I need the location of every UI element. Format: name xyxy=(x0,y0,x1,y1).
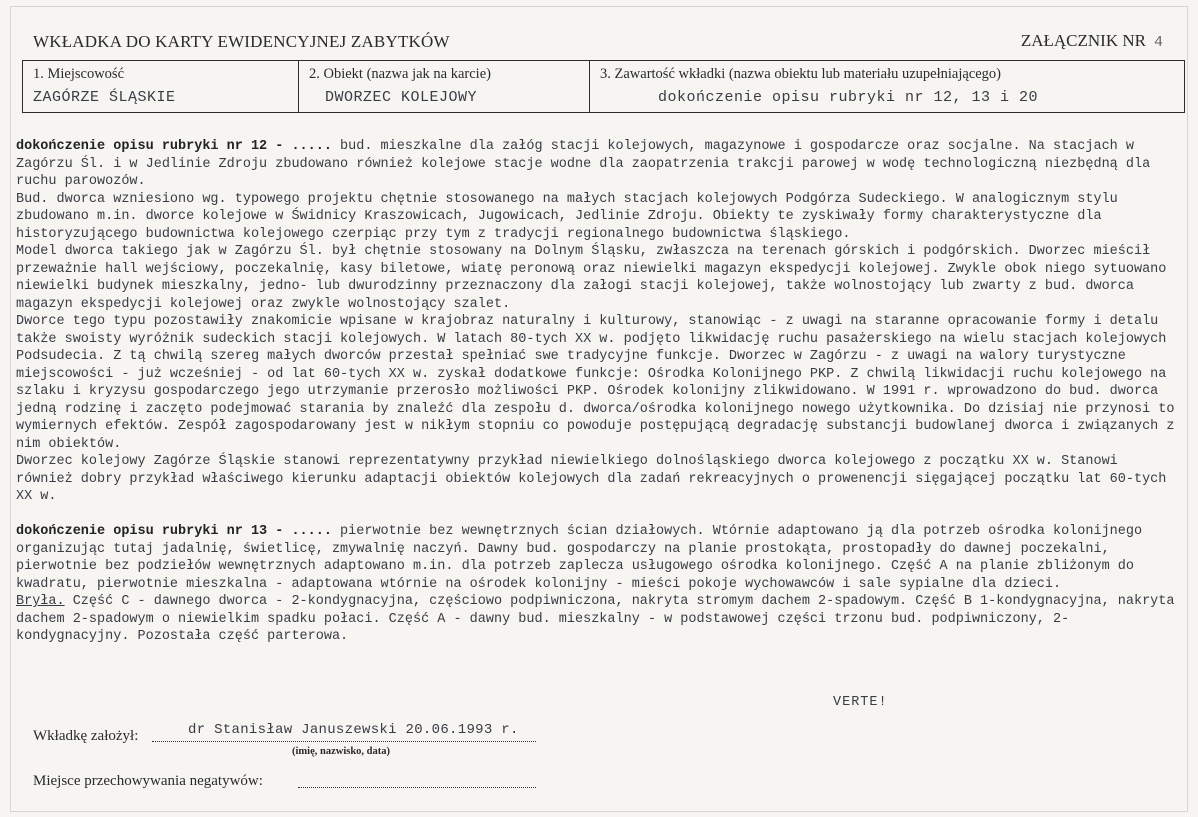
section-13-lead: dokończenie opisu rubryki nr 13 - ..... xyxy=(16,524,332,539)
section-12-text-1: bud. mieszkalne dla załóg stacji kolejowych, magazynowe i gospodarcze oraz socjalne. Na stacjach w Zagórzu Śl. i w Jedlinie Zdroju zbudowano również kolejowe stacje wodne dla zaopatrzenia trakcji parowej w wodę technologiczną niezbędną dla ruchu parowozów. xyxy=(16,139,1159,189)
section-12-paragraph-4: Dworce tego typu pozostawiły znakomicie wpisane w krajobraz naturalny i kulturowy, stanowiąc - z uwagi na staranne opracowanie formy i detalu także swoisty wyróżnik sudeckich stacji kolejowych. W latach 80-tych XX w. podjęto likwidację ruchu pasażerskiego na wielu stacjach kolejowych Podsudecia. Z tą chwilą szereg małych dworców przestał spełniać swe tradycyjne funkcje. Dworzec w Zagórzu - z uwagi na walory turystyczne miejscowości - już wcześniej - od lat 60-tych XX w. zyskał dodatkowe funkcje: Ośrodka Kolonijnego PKP. Z chwilą likwidacji ruchu kolejowego na szlaku i kryzysu gospodarczego jego utrzymanie przerosło możliwości PKP. Ośrodek kolonijny zlikwidowano. W 1991 r. wprowadzono do bud. dworca jedną rodzinę i zaczęto podejmować starania by znaleźć dla zespołu d. dworca/ośrodka kolonijnego nowego użytkownika. Do dzisiaj nie przynosi to wymiernych efektów. Zespół zagospodarowany jest w nikłym stopniu co powoduje postępującą degradację substancji budowlanej dworca i związanych z nim obiektów. xyxy=(16,314,1183,452)
section-13-bryla-lead: Bryła. xyxy=(16,594,65,609)
section-13-paragraph-1 xyxy=(16,523,1176,593)
annex-label: ZAŁĄCZNIK NR xyxy=(1020,31,1146,50)
annex-number-value: 4 xyxy=(1153,34,1163,51)
section-13-text-2: Część C - dawnego dworca - 2-kondygnacyjna, częściowo podpiwniczona, nakryta stromym dachem 2-spadowym. Część B 1-kondygnacyjna, nakryta dachem 2-spadowym o niewielkim spadku połaci. Część A - dawny bud. mieszkalny - w podstawowej części trzonu bud. podpiwniczony, 2-kondygnacyjny. Pozostała część parterowa. xyxy=(16,594,1183,644)
section-12-paragraph-1 xyxy=(16,138,1176,191)
verte-note: VERTE! xyxy=(833,695,888,710)
field-contents-label: 3. Zawartość wkładki (nazwa obiektu lub materiału uzupełniającego) xyxy=(600,66,1002,82)
section-13-text-1: pierwotnie bez wewnętrznych ścian działowych. Wtórnie adaptowano ją dla potrzeb ośrodka kolonijnego organizując tutaj jadalnię, świetlicę, zmywalnię naczyń. Dawny bud. gospodarczy na planie prostokąta, prostopadły do dawnej poczekalni, pierwotnie bez podziełów wewnętrznych adaptowano m.in. dla potrzeb zaplecza usługowego ośrodka kolonijnego. Część A na planie zbliżonym do kwadratu, pierwotnie mieszkalna - adaptowana wtórnie na ośrodek kolonijny - mieści pokoje wychowawców i sale sypialne dla dzieci. xyxy=(16,524,1151,592)
field-object-label: 2. Obiekt (nazwa jak na karcie) xyxy=(309,66,491,82)
section-12-paragraph-5: Dworzec kolejowy Zagórze Śląskie stanowi reprezentatywny przykład niewielkiego dolnośląskiego dworca kolejowego z początku XX w. Stanowi również dobry przykład właściwego kierunku adaptacji obiektów kolejowych dla zadań rekreacyjnych o prowenencji sięgającej początku lat 60-tych XX w. xyxy=(16,454,1175,504)
description-body xyxy=(16,138,1183,646)
field-contents xyxy=(590,61,1185,113)
negatives-location-label: Miejsce przechowywania negatywów: xyxy=(33,773,263,789)
section-12-paragraph-2: Bud. dworca wzniesiono wg. typowego projektu chętnie stosowanego na małych stacjach kolejowych Podgórza Sudeckiego. W analogicznym stylu zbudowano m.in. dworce kolejowe w Świdnicy Kraszowicach, Jugowicach, Jedlinie Zdroju. Obiekty te zyskiwały formy charakterystyczne dla historyzującego budownictwa kolejowego czerpiąc przy tym z tradycji regionalnego budownictwa śląskiego. xyxy=(16,191,1126,242)
paragraph-gap xyxy=(16,506,1176,524)
section-13-paragraph-2 xyxy=(16,593,1183,646)
section-12-paragraph-3: Model dworca takiego jak w Zagórzu Śl. był chętnie stosowany na Dolnym Śląsku, zwłaszcza na terenach górskich i podgórskich. Dworzec mieścił przeważnie hall wejściowy, poczekalnię, kasy biletowe, wiatę peronową oraz niewielki magazyn ekspedycji kolejowej. Zwykle obok niego sytuowano niewielki budynek mieszkalny, jedno- lub dwurodzinny przeznaczony dla załogi stacji kolejowej, także wolnostojący lub zwarty z bud. dworca magazyn ekspedycji kolejowej oraz zwykle wolnostojący szalet. xyxy=(16,244,1175,312)
annex-number xyxy=(1021,31,1163,51)
fields-table xyxy=(22,60,1185,113)
founded-by-line xyxy=(152,741,536,742)
founded-by-label: Wkładkę założył: xyxy=(33,728,139,744)
section-12-lead: dokończenie opisu rubryki nr 12 - ..... xyxy=(16,139,332,154)
field-location-value: ZAGÓRZE ŚLĄSKIE xyxy=(33,89,176,106)
field-object xyxy=(299,61,590,113)
form-title: WKŁADKA DO KARTY EWIDENCYJNEJ ZABYTKÓW xyxy=(33,32,450,51)
field-object-value: DWORZEC KOLEJOWY xyxy=(325,89,478,106)
founded-by-value: dr Stanisław Januszewski 20.06.1993 r. xyxy=(188,722,519,738)
negatives-location-line xyxy=(298,787,536,788)
field-location xyxy=(23,61,299,113)
field-location-label: 1. Miejscowość xyxy=(33,66,125,82)
founded-by-hint: (imię, nazwisko, data) xyxy=(292,746,390,757)
field-contents-value: dokończenie opisu rubryki nr 12, 13 i 20 xyxy=(658,89,1039,106)
